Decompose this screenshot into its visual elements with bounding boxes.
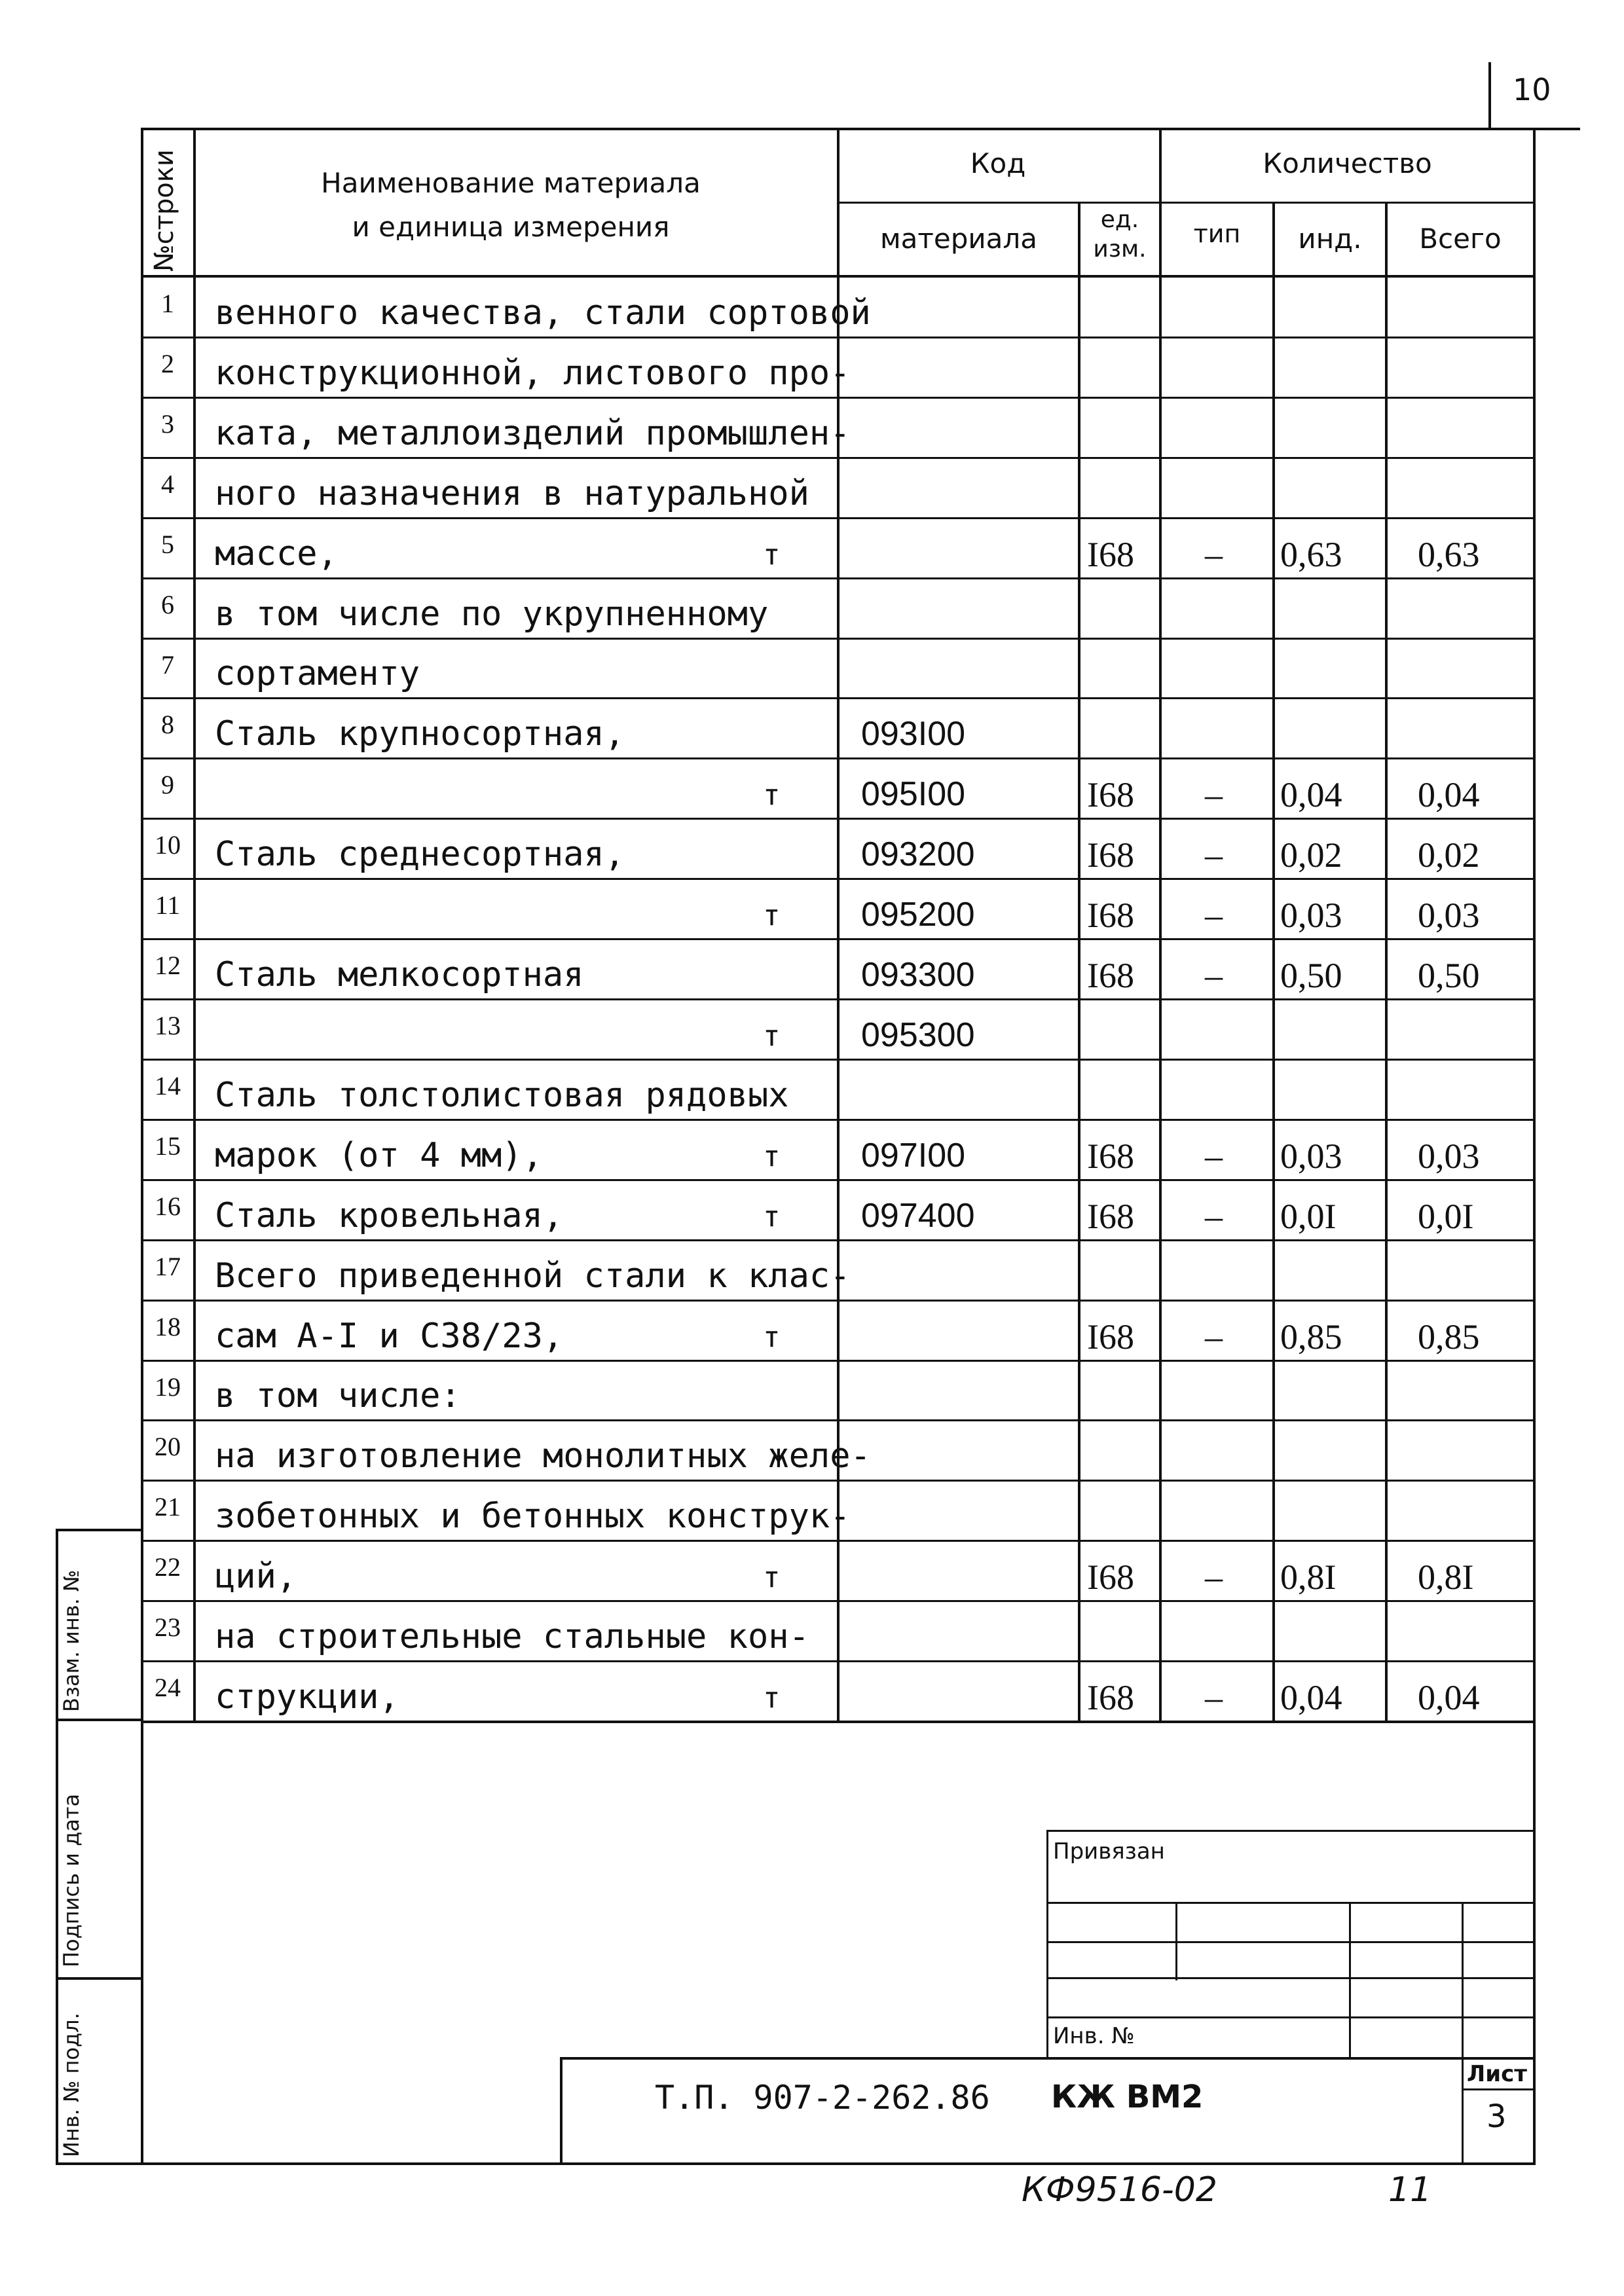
row-number: 14 xyxy=(155,1071,181,1101)
side-label-inv-podl: Инв. № подл. xyxy=(59,2013,84,2157)
header-quantity: Количество xyxy=(1263,147,1432,179)
material-name: в том числе: xyxy=(215,1376,461,1415)
qty-total: 0,04 xyxy=(1418,775,1480,814)
material-name: Сталь крупносортная, xyxy=(215,714,625,754)
header-type: тип xyxy=(1193,219,1241,248)
material-name: Сталь среднесортная, xyxy=(215,835,625,874)
material-name: ката, металлоизделий промышлен- xyxy=(215,414,851,453)
sheet-label-line xyxy=(1462,2088,1536,2090)
row-separator xyxy=(141,1360,1536,1362)
row-separator xyxy=(141,638,1536,640)
stamp-privyazan: Привязан xyxy=(1053,1838,1165,1865)
side-strip-sep2 xyxy=(56,1977,143,1980)
table-bottom-border xyxy=(141,1721,1536,1723)
row-separator xyxy=(141,337,1536,338)
row-number: 3 xyxy=(161,409,174,439)
material-code: 097I00 xyxy=(861,1137,966,1175)
stamp-col1 xyxy=(1175,1902,1177,1980)
material-name: в том числе по укрупненному xyxy=(215,594,769,634)
row-separator xyxy=(141,1660,1536,1662)
qty-ind: 0,63 xyxy=(1280,535,1342,574)
table-right-border xyxy=(1533,128,1536,1722)
row-number: 6 xyxy=(161,590,174,619)
qty-total: 0,03 xyxy=(1418,1137,1480,1176)
material-name: струкции, xyxy=(215,1677,399,1717)
col-sep-num xyxy=(193,128,196,1722)
page-number-divider xyxy=(1488,62,1491,128)
row-number: 10 xyxy=(155,830,181,860)
row-separator xyxy=(141,1119,1536,1121)
row-number: 11 xyxy=(155,890,181,920)
unit-code: I68 xyxy=(1087,835,1134,875)
material-name: зобетонных и бетонных конструк- xyxy=(215,1497,851,1536)
qty-type: – xyxy=(1205,1317,1223,1357)
col-sep-type xyxy=(1272,203,1275,1722)
row-number: 23 xyxy=(155,1613,181,1642)
qty-type: – xyxy=(1205,835,1223,875)
material-name: марок (от 4 мм), xyxy=(215,1136,543,1175)
unit-marker: т xyxy=(763,1681,781,1715)
header-code: Код xyxy=(970,147,1026,179)
material-name: на изготовление монолитных желе- xyxy=(215,1436,871,1476)
row-separator xyxy=(141,938,1536,940)
unit-code: I68 xyxy=(1087,1558,1134,1597)
row-separator xyxy=(141,1300,1536,1302)
row-number: 8 xyxy=(161,710,174,739)
side-strip-top xyxy=(56,1529,143,1531)
col-sep-ind xyxy=(1385,203,1388,1722)
qty-total: 0,85 xyxy=(1418,1317,1480,1357)
row-number: 15 xyxy=(155,1131,181,1161)
row-number: 5 xyxy=(161,530,174,559)
qty-total: 0,50 xyxy=(1418,956,1480,995)
row-separator xyxy=(141,397,1536,399)
qty-type: – xyxy=(1205,956,1223,995)
material-name: сам А-I и С38/23, xyxy=(215,1317,564,1356)
row-separator xyxy=(141,1179,1536,1181)
qty-type: – xyxy=(1205,775,1223,814)
row-number: 20 xyxy=(155,1432,181,1461)
header-unit-line2: изм. xyxy=(1093,236,1147,263)
material-name: Всего приведенной стали к клас- xyxy=(215,1256,851,1296)
qty-type: – xyxy=(1205,1197,1223,1236)
unit-code: I68 xyxy=(1087,775,1134,814)
material-name: конструкционной, листового про- xyxy=(215,354,851,393)
material-code: 095I00 xyxy=(861,775,966,813)
header-name-line1: Наименование материала xyxy=(321,167,701,199)
row-separator xyxy=(141,457,1536,459)
unit-marker: т xyxy=(763,1019,781,1053)
material-code: 093300 xyxy=(861,956,975,994)
header-name-line2: и единица измерения xyxy=(352,211,670,243)
unit-marker: т xyxy=(763,778,781,812)
qty-ind: 0,50 xyxy=(1280,956,1342,995)
unit-code: I68 xyxy=(1087,1317,1134,1357)
row-number: 18 xyxy=(155,1312,181,1341)
qty-total: 0,04 xyxy=(1418,1678,1480,1717)
row-separator xyxy=(141,1540,1536,1542)
row-separator xyxy=(141,998,1536,1000)
header-total: Всего xyxy=(1419,223,1502,255)
row-separator xyxy=(141,697,1536,699)
row-number: 22 xyxy=(155,1552,181,1582)
qty-ind: 0,85 xyxy=(1280,1317,1342,1357)
material-name: массе, xyxy=(215,534,338,574)
material-code: 095200 xyxy=(861,896,975,934)
side-strip-left xyxy=(56,1529,58,2165)
row-number: 19 xyxy=(155,1372,181,1402)
qty-ind: 0,04 xyxy=(1280,1678,1342,1717)
qty-ind: 0,0I xyxy=(1280,1197,1337,1236)
unit-code: I68 xyxy=(1087,1137,1134,1176)
qty-total: 0,0I xyxy=(1418,1197,1474,1236)
row-number: 9 xyxy=(161,770,174,799)
title-block-left xyxy=(560,2057,563,2165)
row-number: 4 xyxy=(161,469,174,499)
sheet-label: Лист xyxy=(1467,2061,1527,2087)
qty-ind: 0,03 xyxy=(1280,1137,1342,1176)
row-number: 16 xyxy=(155,1192,181,1221)
row-number: 12 xyxy=(155,951,181,980)
side-strip-sep1 xyxy=(56,1719,143,1721)
material-code: 097400 xyxy=(861,1197,975,1235)
row-separator xyxy=(141,1480,1536,1482)
unit-marker: т xyxy=(763,538,781,572)
doc-mark: КЖ ВМ2 xyxy=(1051,2079,1204,2115)
qty-ind: 0,04 xyxy=(1280,775,1342,814)
unit-marker: т xyxy=(763,899,781,932)
qty-type: – xyxy=(1205,1558,1223,1597)
row-number: 2 xyxy=(161,349,174,378)
row-separator xyxy=(141,1059,1536,1061)
qty-type: – xyxy=(1205,896,1223,935)
qty-type: – xyxy=(1205,1137,1223,1176)
qty-total: 0,02 xyxy=(1418,835,1480,875)
row-number: 1 xyxy=(161,289,174,318)
material-name: венного качества, стали сортовой xyxy=(215,293,871,333)
row-separator xyxy=(141,818,1536,820)
frame-right-lower xyxy=(1533,1722,1536,2165)
material-name: Сталь толстолистовая рядовых xyxy=(215,1076,789,1115)
row-separator xyxy=(141,757,1536,759)
stamp-col3 xyxy=(1462,1902,1464,2164)
row-separator xyxy=(141,1419,1536,1421)
material-code: 095300 xyxy=(861,1016,975,1054)
side-strip-bottom xyxy=(56,2162,143,2165)
material-code: 093I00 xyxy=(861,715,966,753)
header-unit-line1: ед. xyxy=(1100,206,1139,233)
row-number: 7 xyxy=(161,650,174,680)
side-label-podpis: Подпись и дата xyxy=(59,1793,84,1967)
row-number: 17 xyxy=(155,1252,181,1281)
header-ind: инд. xyxy=(1298,223,1362,255)
page-number: 10 xyxy=(1513,72,1551,107)
unit-code: I68 xyxy=(1087,1197,1134,1236)
unit-code: I68 xyxy=(1087,896,1134,935)
doc-code: Т.П. 907-2-262.86 xyxy=(655,2079,990,2117)
qty-type: – xyxy=(1205,535,1223,574)
unit-marker: т xyxy=(763,1140,781,1173)
material-name: Сталь мелкосортная xyxy=(215,955,584,994)
material-code: 093200 xyxy=(861,835,975,873)
row-separator xyxy=(141,1239,1536,1241)
stamp-top xyxy=(1046,1830,1534,1832)
material-name: ций, xyxy=(215,1557,297,1596)
footer-page: 11 xyxy=(1388,2170,1432,2210)
stamp-inv-no: Инв. № xyxy=(1053,2023,1135,2049)
row-separator xyxy=(141,577,1536,579)
side-label-vzam: Взам. инв. № xyxy=(59,1569,84,1712)
material-name: сортаменту xyxy=(215,654,420,693)
col-sep-unit xyxy=(1159,128,1162,1722)
title-block-top xyxy=(560,2057,1536,2060)
row-separator xyxy=(141,517,1536,519)
sheet-number: 3 xyxy=(1486,2098,1507,2135)
qty-total: 0,63 xyxy=(1418,535,1480,574)
col-sep-code xyxy=(1078,203,1080,1722)
frame-bottom xyxy=(141,2162,1536,2165)
qty-type: – xyxy=(1205,1678,1223,1717)
unit-code: I68 xyxy=(1087,535,1134,574)
row-number: 21 xyxy=(155,1492,181,1522)
stamp-left xyxy=(1046,1830,1048,2059)
header-row-number: №строки xyxy=(149,149,179,272)
stamp-col2 xyxy=(1349,1902,1351,2059)
unit-marker: т xyxy=(763,1561,781,1594)
row-number: 13 xyxy=(155,1011,181,1040)
unit-marker: т xyxy=(763,1321,781,1354)
qty-ind: 0,8I xyxy=(1280,1558,1337,1597)
header-mid-line xyxy=(837,202,1536,204)
row-separator xyxy=(141,878,1536,880)
qty-ind: 0,02 xyxy=(1280,835,1342,875)
qty-ind: 0,03 xyxy=(1280,896,1342,935)
material-name: Сталь кровельная, xyxy=(215,1196,564,1235)
unit-code: I68 xyxy=(1087,956,1134,995)
material-name: ного назначения в натуральной xyxy=(215,474,809,513)
unit-marker: т xyxy=(763,1200,781,1233)
row-number: 24 xyxy=(155,1673,181,1702)
qty-total: 0,8I xyxy=(1418,1558,1474,1597)
row-separator xyxy=(141,1600,1536,1602)
unit-code: I68 xyxy=(1087,1678,1134,1717)
header-material: материала xyxy=(879,223,1037,255)
material-name: на строительные стальные кон- xyxy=(215,1617,809,1656)
qty-total: 0,03 xyxy=(1418,896,1480,935)
archive-code: КФ9516-02 xyxy=(1022,2170,1217,2210)
